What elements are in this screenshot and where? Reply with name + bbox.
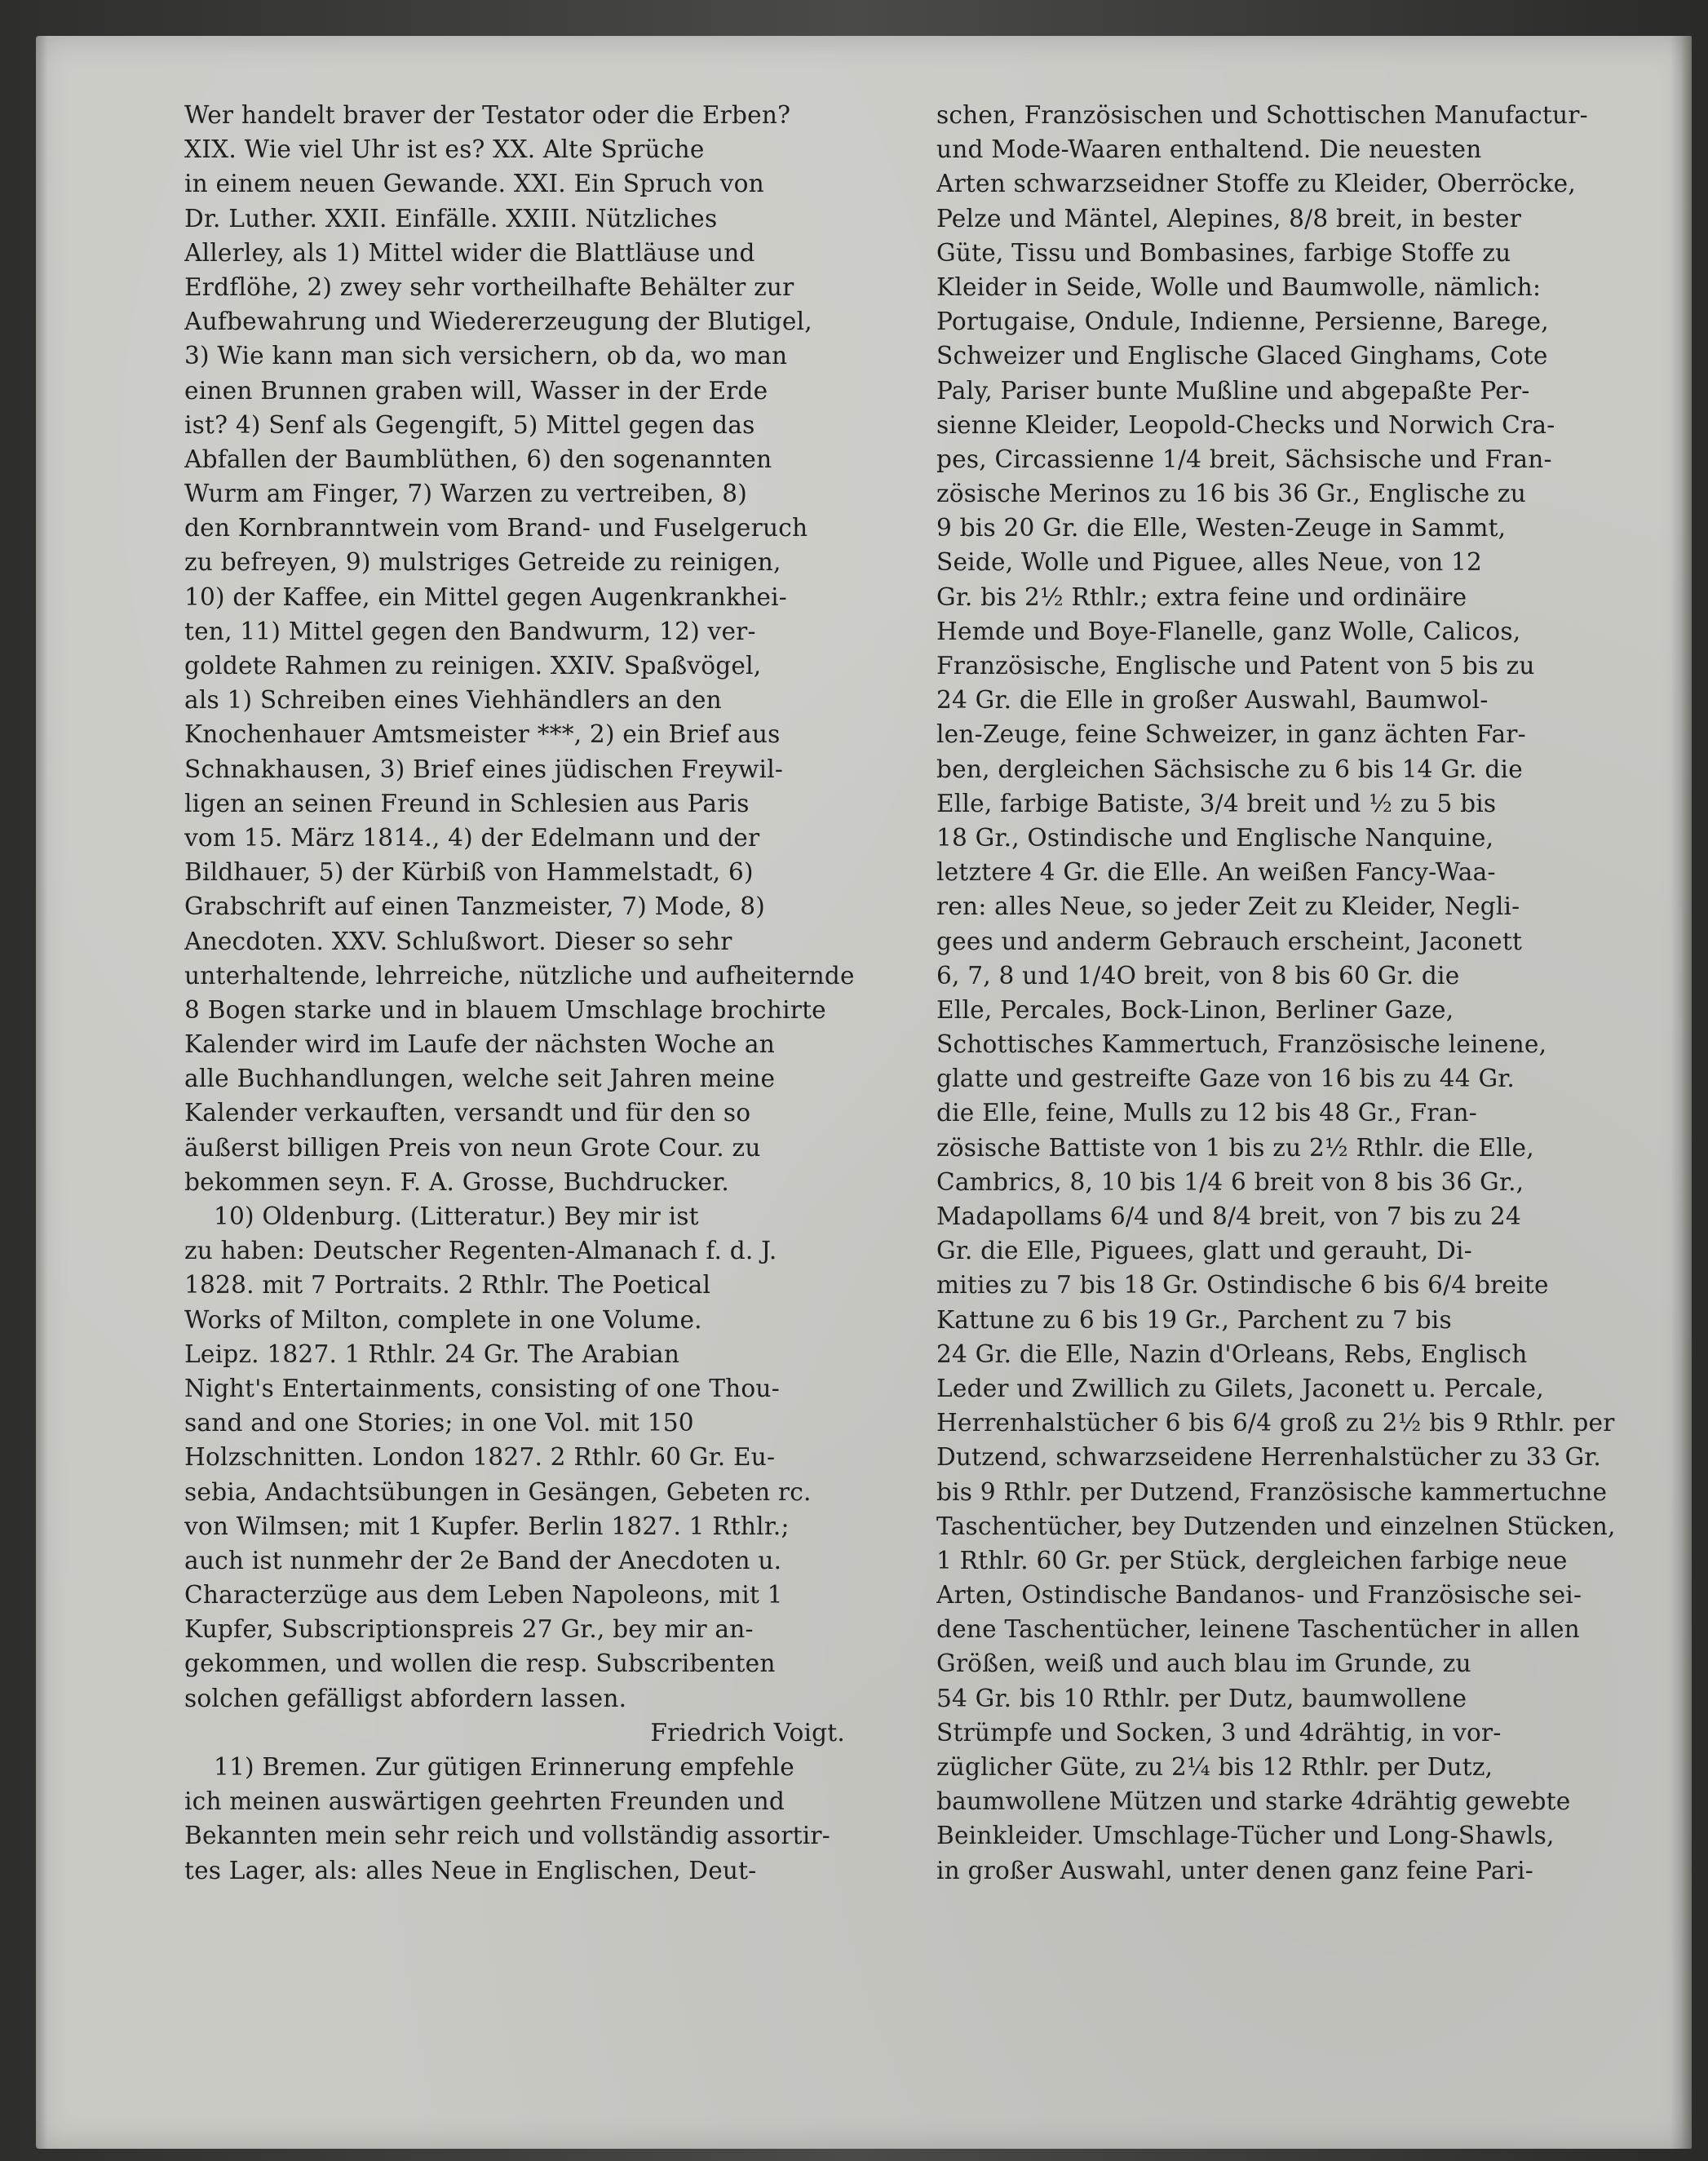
text-line: ich meinen auswärtigen geehrten Freunden und [184,1787,785,1816]
text-line: Holzschnitten. London 1827. 2 Rthlr. 60 Gr. Eu- [184,1443,776,1472]
text-line: Schweizer und Englische Glaced Ginghams, Cote [936,342,1548,370]
text-line: Elle, farbige Batiste, 3/4 breit und ½ zu 5 bis [936,789,1497,817]
text-line: Arten schwarzseidner Stoffe zu Kleider, Oberröcke, [936,170,1577,198]
text-line: Kattune zu 6 bis 19 Gr., Parchent zu 7 bis [936,1305,1452,1334]
text-line: Französische, Englische und Patent von 5 bis zu [936,652,1535,680]
text-line: 1828. mit 7 Portraits. 2 Rthlr. The Poetical [184,1271,711,1300]
text-line: ben, dergleichen Sächsische zu 6 bis 14 Gr. die [936,755,1523,783]
text-line: sand and one Stories; in one Vol. mit 150 [184,1409,694,1437]
text-line: Anecdoten. XXV. Schlußwort. Dieser so sehr [184,927,732,955]
text-line: zu befreyen, 9) mulstriges Getreide zu reinigen, [184,548,781,577]
text-line: auch ist nunmehr der 2e Band der Anecdoten u. [184,1546,782,1574]
text-line: alle Buchhandlungen, welche seit Jahren meine [184,1065,776,1093]
page-left-edge [36,36,47,2149]
text-line: Wurm am Finger, 7) Warzen zu vertreiben, 8) [184,480,747,508]
text-line: die Elle, feine, Mulls zu 12 bis 48 Gr., Fran- [936,1099,1477,1127]
text-line: Characterzüge aus dem Leben Napoleons, mit 1 [184,1581,783,1610]
text-line: Erdflöhe, 2) zwey sehr vortheilhafte Behälter zur [184,272,794,301]
text-line: in einem neuen Gewande. XXI. Ein Spruch von [184,170,764,198]
text-line: Gr. die Elle, Piguees, glatt und gerauht, Di- [936,1237,1472,1265]
text-line: 9 bis 20 Gr. die Elle, Westen-Zeuge in Sammt, [936,514,1507,542]
text-line: Aufbewahrung und Wiedererzeugung der Blutigel, [184,308,812,336]
text-line: Gr. bis 2½ Rthlr.; extra feine und ordinäire [936,582,1467,611]
text-line: len-Zeuge, feine Schweizer, in ganz ächten Far- [936,720,1526,749]
text-line: pes, Circassienne 1/4 breit, Sächsische und Fran- [936,445,1552,473]
text-line: ten, 11) Mittel gegen den Bandwurm, 12) ver- [184,617,756,645]
text-line: Works of Milton, complete in one Volume. [184,1305,702,1334]
text-line: Dr. Luther. XXII. Einfälle. XXIII. Nützliches [184,204,718,232]
text-line: 11) Bremen. Zur gütigen Erinnerung empfehle [214,1753,795,1781]
text-line: Leipz. 1827. 1 Rthlr. 24 Gr. The Arabian [184,1340,680,1368]
text-line: Elle, Percales, Bock-Linon, Berliner Gaze, [936,995,1454,1024]
text-line: Leder und Zwillich zu Gilets, Jaconett u. Percale, [936,1374,1544,1402]
text-line: dene Taschentücher, leinene Taschentücher in allen [936,1615,1580,1644]
text-line: letztere 4 Gr. die Elle. An weißen Fancy-Waa- [936,858,1496,887]
right-text-column [936,98,1670,1888]
text-line: in großer Auswahl, unter denen ganz feine Pari- [936,1856,1533,1884]
text-line: tes Lager, als: alles Neue in Englischen, Deut- [184,1856,757,1884]
text-line: Grabschrift auf einen Tanzmeister, 7) Mode, 8) [184,892,765,921]
text-line: Hemde und Boye-Flanelle, ganz Wolle, Calicos, [936,617,1521,645]
text-line: Kupfer, Subscriptionspreis 27 Gr., bey mir an- [184,1615,754,1644]
text-line: Bekannten mein sehr reich und vollständig assortir- [184,1822,830,1850]
page-gutter-shadow [1670,36,1692,2149]
text-line: Kalender verkauften, versandt und für den so [184,1099,751,1127]
text-line: Größen, weiß und auch blau im Grunde, zu [936,1650,1471,1678]
text-line: Cambrics, 8, 10 bis 1/4 6 breit von 8 bis 36 Gr., [936,1167,1524,1196]
text-line: Kleider in Seide, Wolle und Baumwolle, nämlich: [936,272,1542,301]
text-line: den Kornbranntwein vom Brand- und Fuselgeruch [184,514,808,542]
text-line: Seide, Wolle und Piguee, alles Neue, von 12 [936,548,1483,577]
text-line: unterhaltende, lehrreiche, nützliche und aufheiternde [184,961,855,990]
text-line: 1 Rthlr. 60 Gr. per Stück, dergleichen farbige neue [936,1546,1568,1574]
text-line: baumwollene Mützen und starke 4drähtig gewebte [936,1787,1571,1816]
text-line: züglicher Güte, zu 2¼ bis 12 Rthlr. per Dutz, [936,1753,1493,1781]
text-line: zösische Battiste von 1 bis zu 2½ Rthlr. die Elle, [936,1133,1534,1162]
text-line: ligen an seinen Freund in Schlesien aus Paris [184,789,750,817]
text-line: 54 Gr. bis 10 Rthlr. per Dutz, baumwollene [936,1684,1467,1712]
text-line: 10) der Kaffee, ein Mittel gegen Augenkrankhei- [184,582,787,611]
text-line: Schottisches Kammertuch, Französische leinene, [936,1030,1547,1059]
text-line: als 1) Schreiben eines Viehhändlers an den [184,686,722,715]
text-line: äußerst billigen Preis von neun Grote Cour. zu [184,1133,761,1162]
text-line: mities zu 7 bis 18 Gr. Ostindische 6 bis 6/4 breite [936,1271,1549,1300]
text-line: von Wilmsen; mit 1 Kupfer. Berlin 1827. 1 Rthlr.; [184,1512,790,1540]
text-line: 8 Bogen starke und in blauem Umschlage brochirte [184,995,826,1024]
text-line: Bildhauer, 5) der Kürbiß von Hammelstadt, 6) [184,858,754,887]
text-line: Wer handelt braver der Testator oder die Erben? [184,101,791,129]
text-line: Knochenhauer Amtsmeister ***, 2) ein Brief aus [184,720,781,749]
text-line: Taschentücher, bey Dutzenden und einzelnen Stücken, [936,1512,1616,1540]
left-text-column [184,98,935,1888]
text-line: gekommen, und wollen die resp. Subscribenten [184,1650,776,1678]
text-line: zösische Merinos zu 16 bis 36 Gr., Englische zu [936,480,1526,508]
text-line: 6, 7, 8 und 1/4O breit, von 8 bis 60 Gr. die [936,961,1460,990]
text-line: Abfallen der Baumblüthen, 6) den sogenannten [184,445,772,473]
text-line: bis 9 Rthlr. per Dutzend, Französische kammertuchne [936,1477,1608,1506]
text-line: Strümpfe und Socken, 3 und 4drähtig, in vor- [936,1718,1502,1747]
text-line: glatte und gestreifte Gaze von 16 bis zu 44 Gr. [936,1065,1515,1093]
text-line: Madapollams 6/4 und 8/4 breit, von 7 bis zu 24 [936,1202,1521,1230]
text-line: sebia, Andachtsübungen in Gesängen, Gebeten rc. [184,1477,812,1506]
text-line: Dutzend, schwarzseidene Herrenhalstücher zu 33 Gr. [936,1443,1601,1472]
text-line: vom 15. März 1814., 4) der Edelmann und der [184,823,760,852]
text-line: Arten, Ostindische Bandanos- und Französische sei- [936,1581,1582,1610]
text-line: Night's Entertainments, consisting of one Thou- [184,1374,780,1402]
text-line: ren: alles Neue, so jeder Zeit zu Kleider, Negli- [936,892,1520,921]
text-line: 24 Gr. die Elle in großer Auswahl, Baumwol- [936,686,1489,715]
text-line: 3) Wie kann man sich versichern, ob da, wo man [184,342,788,370]
text-line: Friedrich Voigt. [650,1718,845,1747]
text-line: Portugaise, Ondule, Indienne, Persienne, Barege, [936,308,1549,336]
text-line: sienne Kleider, Leopold-Checks und Norwich Cra- [936,410,1555,439]
text-line: bekommen seyn. F. A. Grosse, Buchdrucker. [184,1167,729,1196]
text-line: und Mode-Waaren enthaltend. Die neuesten [936,135,1482,164]
text-line: 18 Gr., Ostindische und Englische Nanquine, [936,823,1494,852]
text-line: 24 Gr. die Elle, Nazin d'Orleans, Rebs, Englisch [936,1340,1528,1368]
text-line: Schnakhausen, 3) Brief eines jüdischen Freywil- [184,755,784,783]
text-line: Güte, Tissu und Bombasines, farbige Stoffe zu [936,238,1511,267]
text-line: Allerley, als 1) Mittel wider die Blattläuse und [184,238,755,267]
text-line: Herrenhalstücher 6 bis 6/4 groß zu 2½ bis 9 Rthlr. per [936,1409,1615,1437]
text-line: schen, Französischen und Schottischen Manufactur- [936,101,1588,129]
text-line: Kalender wird im Laufe der nächsten Woche an [184,1030,775,1059]
text-line: 10) Oldenburg. (Litteratur.) Bey mir ist [214,1202,699,1230]
text-line: gees und anderm Gebrauch erscheint, Jaconett [936,927,1523,955]
text-line: XIX. Wie viel Uhr ist es? XX. Alte Sprüche [184,135,705,164]
text-line: ist? 4) Senf als Gegengift, 5) Mittel gegen das [184,410,755,439]
text-line: goldete Rahmen zu reinigen. XXIV. Spaßvögel, [184,652,762,680]
text-line: Beinkleider. Umschlage-Tücher und Long-Shawls, [936,1822,1555,1850]
text-line: solchen gefälligst abfordern lassen. [184,1684,627,1712]
text-line: Pelze und Mäntel, Alepines, 8/8 breit, in bester [936,204,1522,232]
text-line: Paly, Pariser bunte Mußline und abgepaßte Per- [936,376,1530,405]
text-line: einen Brunnen graben will, Wasser in der Erde [184,376,768,405]
text-line: zu haben: Deutscher Regenten-Almanach f. d. J. [184,1237,777,1265]
